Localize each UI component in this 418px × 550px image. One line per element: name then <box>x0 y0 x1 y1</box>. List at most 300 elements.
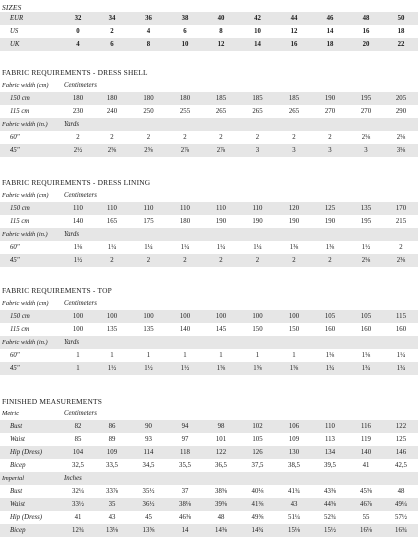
metric-row-value: 113 <box>325 436 335 443</box>
size-eur-value: 42 <box>239 12 276 25</box>
imperial-row-value: 16⅛ <box>348 524 384 537</box>
yard-row-value: 1 <box>255 352 260 359</box>
sizes-title: SIZES <box>2 3 22 12</box>
cm-row-value: 190 <box>324 218 336 225</box>
cm-row-label: 150 cm <box>0 202 62 215</box>
table-row <box>0 12 418 25</box>
imperial-row-value: 13⅝ <box>130 524 167 537</box>
size-uk-label: UK <box>0 38 62 51</box>
yard-row-value: 1⅜ <box>325 244 335 251</box>
yard-row-value: 3 <box>239 144 276 157</box>
size-us-value: 16 <box>362 28 370 35</box>
metric-row-value: 35,5 <box>179 462 191 469</box>
yard-row-value: 1⅝ <box>239 362 276 375</box>
yard-row-value: 2⅝ <box>130 144 167 157</box>
metric-row-label: Bust <box>0 420 62 433</box>
imperial-row-value: 38⅛ <box>167 498 203 511</box>
imperial-row-value: 49¼ <box>384 498 418 511</box>
cm-row-value: 180 <box>94 92 130 105</box>
cm-row-label: 150 cm <box>0 92 62 105</box>
table-row <box>0 105 418 118</box>
yard-row-value: 1½ <box>94 362 130 375</box>
metric-row-value: 90 <box>130 420 167 433</box>
yard-row-label: 45" <box>0 254 62 267</box>
yard-row-value: 2⅛ <box>396 134 406 141</box>
cm-row-value: 100 <box>62 310 94 323</box>
cm-row-value: 205 <box>384 92 418 105</box>
cm-row-value: 125 <box>312 202 348 215</box>
imperial-row-label: Bicep <box>0 524 62 537</box>
imperial-row-value: 48 <box>397 488 405 495</box>
metric-row-value: 32,5 <box>72 462 84 469</box>
cm-row-value: 290 <box>395 108 407 115</box>
metric-row-value: 38,5 <box>288 462 300 469</box>
table-row <box>0 131 418 144</box>
cm-row-value: 120 <box>276 202 312 215</box>
size-us-value: 4 <box>146 28 151 35</box>
size-uk-value: 8 <box>130 38 167 51</box>
table-row <box>0 38 418 51</box>
cm-row-value: 105 <box>348 310 384 323</box>
yard-row-value: 2 <box>76 134 80 141</box>
imperial-unit: Inches <box>62 472 418 485</box>
table-row <box>0 144 418 157</box>
metric-row-value: 116 <box>348 420 384 433</box>
fabric-table <box>0 79 418 157</box>
imperial-row-value: 36½ <box>130 498 167 511</box>
metric-row-value: 146 <box>384 446 418 459</box>
yard-row-value: 1¾ <box>348 362 384 375</box>
yard-row-value: 1¼ <box>216 244 226 251</box>
metric-row-value: 89 <box>108 436 116 443</box>
metric-row-value: 125 <box>395 436 407 443</box>
cm-row-label: 115 cm <box>10 108 30 115</box>
table-row <box>0 433 418 446</box>
imperial-row-value: 43 <box>108 514 116 521</box>
metric-row-value: 102 <box>239 420 276 433</box>
metric-row-value: 109 <box>288 436 300 443</box>
cm-row-value: 100 <box>130 310 167 323</box>
metric-row-value: 105 <box>252 436 263 443</box>
metric-row-value: 93 <box>145 436 152 443</box>
yard-row-value: 3 <box>276 144 312 157</box>
imperial-row-value: 15⅛ <box>276 524 312 537</box>
cm-row-value: 145 <box>215 326 227 333</box>
yards-unit: Yards <box>62 228 418 241</box>
cm-unit: Centimeters <box>64 82 97 89</box>
imperial-row-value: 41⅜ <box>239 498 276 511</box>
imperial-row-value: 55 <box>362 514 370 521</box>
metric-row-value: 140 <box>348 446 384 459</box>
yard-row-value: 2 <box>255 134 260 141</box>
imperial-row-label: Waist <box>0 498 62 511</box>
cm-row-value: 230 <box>72 108 84 115</box>
yard-row-value: 1¼ <box>253 244 262 251</box>
size-us-value: 10 <box>254 28 261 35</box>
imperial-row-value: 33½ <box>62 498 94 511</box>
size-eur-value: 34 <box>94 12 130 25</box>
size-us-value: 0 <box>76 28 80 35</box>
yard-row-value: 2 <box>312 254 348 267</box>
cm-row-value: 140 <box>72 218 84 225</box>
cm-row-value: 160 <box>360 326 372 333</box>
cm-row-label: 150 cm <box>0 310 62 323</box>
yard-row-value: 1 <box>76 352 80 359</box>
metric-row-value: 33,5 <box>106 462 118 469</box>
imperial-row-label: Hip (Dress) <box>10 514 43 521</box>
table-row <box>0 92 418 105</box>
size-uk-value: 14 <box>239 38 276 51</box>
size-uk-value: 6 <box>94 38 130 51</box>
size-eur-value: 38 <box>167 12 203 25</box>
metric-row-value: 85 <box>74 436 82 443</box>
metric-row-value: 97 <box>181 436 189 443</box>
yard-row-value: 2⅝ <box>94 144 130 157</box>
table-subheader <box>0 118 418 131</box>
imperial-row-value: 49⅝ <box>251 514 264 521</box>
section-title: FABRIC REQUIREMENTS - TOP <box>2 286 112 295</box>
metric-row-value: 98 <box>203 420 239 433</box>
yards-unit: Yards <box>62 118 418 131</box>
yard-row-value: 3 <box>312 144 348 157</box>
cm-row-value: 165 <box>106 218 118 225</box>
yards-header: Fabric width (in.) <box>0 336 62 349</box>
table-row <box>0 420 418 433</box>
imperial-row-value: 37 <box>181 488 189 495</box>
metric-row-value: 126 <box>239 446 276 459</box>
size-eur-value: 32 <box>62 12 94 25</box>
cm-row-value: 135 <box>106 326 118 333</box>
yard-row-value: 1⅝ <box>276 362 312 375</box>
fabric-table <box>0 189 418 267</box>
cm-row-value: 190 <box>215 218 227 225</box>
cm-row-value: 190 <box>252 218 263 225</box>
imperial-row-value: 38⅝ <box>215 488 227 495</box>
yard-row-value: 2⅜ <box>384 254 418 267</box>
yard-row-value: 2⅞ <box>203 144 239 157</box>
cm-row-value: 140 <box>179 326 191 333</box>
metric-row-label: Waist <box>10 436 25 443</box>
size-us-value: 18 <box>397 28 405 35</box>
metric-row-value: 86 <box>94 420 130 433</box>
cm-row-value: 270 <box>360 108 372 115</box>
imperial-row-value: 14 <box>167 524 203 537</box>
cm-row-value: 185 <box>203 92 239 105</box>
table-subheader <box>0 407 418 420</box>
yard-row-value: 2 <box>167 254 203 267</box>
metric-row-value: 110 <box>312 420 348 433</box>
cm-row-value: 110 <box>130 202 167 215</box>
table-row <box>0 459 418 472</box>
yard-row-value: 2 <box>328 134 332 141</box>
yard-row-value: 1½ <box>361 244 371 251</box>
cm-row-value: 185 <box>239 92 276 105</box>
yard-row-value: 2 <box>130 254 167 267</box>
size-uk-value: 10 <box>167 38 203 51</box>
yard-row-value: 3⅛ <box>384 144 418 157</box>
section-title: FINISHED MEASUREMENTS <box>2 397 103 406</box>
size-us-value: 8 <box>219 28 223 35</box>
cm-row-value: 150 <box>288 326 300 333</box>
cm-row-value: 115 <box>384 310 418 323</box>
cm-header: Fabric width (cm) <box>2 300 49 307</box>
table-row <box>0 25 418 38</box>
cm-row-value: 265 <box>252 108 263 115</box>
cm-row-value: 160 <box>324 326 336 333</box>
cm-row-value: 185 <box>276 92 312 105</box>
metric-row-value: 118 <box>167 446 203 459</box>
yard-row-value: 2 <box>110 134 114 141</box>
fabric-table <box>0 297 418 375</box>
yard-row-value: 2 <box>276 254 312 267</box>
imperial-row-value: 33⅞ <box>106 488 118 495</box>
cm-row-value: 250 <box>143 108 154 115</box>
yard-row-value: 2 <box>94 254 130 267</box>
yard-row-value: 1⅛ <box>325 352 335 359</box>
imperial-row-value: 14⅜ <box>203 524 239 537</box>
cm-row-value: 265 <box>288 108 300 115</box>
yard-row-label: 45" <box>0 144 62 157</box>
cm-row-value: 110 <box>62 202 94 215</box>
cm-header: Fabric width (cm) <box>2 192 49 199</box>
imperial-row-value: 35½ <box>142 488 155 495</box>
yard-row-value: 2⅛ <box>361 134 371 141</box>
finished-table <box>0 407 418 537</box>
cm-row-value: 100 <box>72 326 84 333</box>
cm-row-value: 195 <box>360 218 372 225</box>
cm-row-value: 110 <box>239 202 276 215</box>
size-us-label: US <box>10 28 19 35</box>
yard-row-value: 2 <box>203 254 239 267</box>
table-subheader <box>0 79 418 92</box>
size-uk-value: 16 <box>276 38 312 51</box>
yard-row-value: 2 <box>183 134 187 141</box>
metric-row-value: 122 <box>384 420 418 433</box>
imperial-row-value: 57½ <box>395 514 407 521</box>
imperial-row-value: 51¼ <box>288 514 300 521</box>
imperial-row-value: 13⅛ <box>94 524 130 537</box>
imperial-row-value: 41 <box>74 514 82 521</box>
yard-row-value: 1⅜ <box>289 244 299 251</box>
size-eur-value: 46 <box>312 12 348 25</box>
cm-row-value: 180 <box>130 92 167 105</box>
table-row <box>0 241 418 254</box>
yard-row-value: 2 <box>292 134 296 141</box>
cm-row-value: 110 <box>203 202 239 215</box>
imperial-header: Imperial <box>0 472 62 485</box>
cm-row-value: 215 <box>395 218 407 225</box>
yard-row-value: 1 <box>110 352 114 359</box>
metric-header: Metric <box>2 410 20 417</box>
section-title: FABRIC REQUIREMENTS - DRESS SHELL <box>2 68 148 77</box>
yard-row-value: 2 <box>399 244 403 251</box>
yards-unit: Yards <box>62 336 418 349</box>
table-subheader <box>0 189 418 202</box>
yard-row-label: 60" <box>10 352 20 359</box>
yard-row-value: 1¼ <box>396 352 406 359</box>
cm-row-value: 105 <box>312 310 348 323</box>
cm-row-value: 180 <box>179 218 191 225</box>
metric-row-value: 39,5 <box>324 462 336 469</box>
cm-row-value: 175 <box>143 218 154 225</box>
table-row <box>0 310 418 323</box>
cm-row-value: 135 <box>348 202 384 215</box>
cm-unit: Centimeters <box>64 300 97 307</box>
cm-header: Fabric width (cm) <box>2 82 49 89</box>
yard-row-value: 1¼ <box>144 244 153 251</box>
metric-row-value: 114 <box>130 446 167 459</box>
yard-row-value: 1⅝ <box>203 362 239 375</box>
yard-row-value: 2⅞ <box>167 144 203 157</box>
cm-row-value: 100 <box>167 310 203 323</box>
size-us-value: 6 <box>183 28 187 35</box>
size-eur-label: EUR <box>0 12 62 25</box>
metric-row-value: 34,5 <box>142 462 155 469</box>
size-us-value: 12 <box>290 28 298 35</box>
size-uk-value: 20 <box>348 38 384 51</box>
table-row <box>0 254 418 267</box>
sizes-table <box>0 12 418 51</box>
yard-row-value: 1¼ <box>107 244 117 251</box>
cm-row-value: 255 <box>179 108 191 115</box>
yard-row-value: 1½ <box>62 254 94 267</box>
yard-row-value: 1⅛ <box>361 352 371 359</box>
cm-row-value: 110 <box>167 202 203 215</box>
imperial-row-value: 46⅜ <box>179 514 191 521</box>
cm-row-value: 180 <box>62 92 94 105</box>
yard-row-label: 60" <box>10 244 20 251</box>
table-row <box>0 362 418 375</box>
imperial-row-value: 15½ <box>312 524 348 537</box>
imperial-row-value: 35 <box>94 498 130 511</box>
metric-row-value: 119 <box>361 436 371 443</box>
yard-row-value: 1 <box>183 352 187 359</box>
imperial-row-value: 43⅜ <box>324 488 336 495</box>
section-title: FABRIC REQUIREMENTS - DRESS LINING <box>2 178 151 187</box>
cm-row-value: 100 <box>239 310 276 323</box>
yard-row-label: 45" <box>0 362 62 375</box>
yard-row-value: 1¾ <box>312 362 348 375</box>
cm-row-value: 135 <box>143 326 154 333</box>
size-eur-value: 50 <box>384 12 418 25</box>
cm-row-value: 170 <box>384 202 418 215</box>
yards-header: Fabric width (in.) <box>0 118 62 131</box>
table-row <box>0 323 418 336</box>
table-row <box>0 511 418 524</box>
metric-row-value: 37,5 <box>251 462 264 469</box>
imperial-row-value: 46⅞ <box>348 498 384 511</box>
imperial-row-value: 39⅝ <box>203 498 239 511</box>
size-uk-value: 4 <box>62 38 94 51</box>
cm-row-value: 110 <box>94 202 130 215</box>
table-row <box>0 202 418 215</box>
imperial-row-value: 43 <box>276 498 312 511</box>
size-eur-value: 44 <box>276 12 312 25</box>
cm-unit: Centimeters <box>64 192 97 199</box>
size-us-value: 14 <box>326 28 334 35</box>
cm-row-value: 265 <box>215 108 227 115</box>
cm-row-value: 100 <box>203 310 239 323</box>
table-subheader <box>0 297 418 310</box>
size-uk-value: 12 <box>203 38 239 51</box>
yard-row-value: 3 <box>348 144 384 157</box>
imperial-row-value: 48 <box>217 514 225 521</box>
yard-row-value: 1¼ <box>180 244 190 251</box>
metric-row-value: 42,5 <box>395 462 407 469</box>
table-subheader <box>0 228 418 241</box>
metric-row-value: 36,5 <box>215 462 227 469</box>
metric-row-value: 101 <box>215 436 227 443</box>
size-eur-value: 40 <box>203 12 239 25</box>
yard-row-value: 2 <box>219 134 223 141</box>
metric-row-value: 122 <box>203 446 239 459</box>
imperial-row-value: 41¾ <box>288 488 300 495</box>
imperial-row-value: 16¾ <box>384 524 418 537</box>
table-row <box>0 498 418 511</box>
table-row <box>0 524 418 537</box>
yard-row-value: 1⅛ <box>73 244 83 251</box>
table-subheader <box>0 472 418 485</box>
yard-row-value: 2½ <box>62 144 94 157</box>
table-row <box>0 446 418 459</box>
yard-row-value: 2 <box>239 254 276 267</box>
imperial-row-value: 45 <box>145 514 152 521</box>
cm-row-value: 100 <box>276 310 312 323</box>
metric-row-value: 82 <box>62 420 94 433</box>
metric-row-value: 130 <box>276 446 312 459</box>
size-us-value: 2 <box>110 28 114 35</box>
yard-row-value: 2 <box>146 134 151 141</box>
size-uk-value: 22 <box>384 38 418 51</box>
cm-row-value: 150 <box>252 326 263 333</box>
metric-row-value: 134 <box>312 446 348 459</box>
table-row <box>0 349 418 362</box>
yard-row-value: 1¾ <box>384 362 418 375</box>
imperial-row-value: 44⅝ <box>312 498 348 511</box>
yard-row-value: 1 <box>219 352 223 359</box>
cm-row-value: 180 <box>167 92 203 105</box>
metric-row-value: 104 <box>62 446 94 459</box>
cm-row-label: 115 cm <box>10 326 30 333</box>
yard-row-value: 1 <box>146 352 151 359</box>
cm-row-value: 190 <box>312 92 348 105</box>
table-row <box>0 485 418 498</box>
cm-row-value: 100 <box>94 310 130 323</box>
cm-row-value: 190 <box>288 218 300 225</box>
table-row <box>0 215 418 228</box>
metric-row-label: Hip (Dress) <box>0 446 62 459</box>
metric-row-value: 41 <box>362 462 370 469</box>
metric-row-value: 94 <box>167 420 203 433</box>
metric-row-value: 106 <box>276 420 312 433</box>
metric-row-value: 109 <box>94 446 130 459</box>
imperial-row-value: 52¾ <box>324 514 336 521</box>
yard-row-value: 1 <box>62 362 94 375</box>
yard-row-value: 2⅛ <box>348 254 384 267</box>
yard-row-value: 1½ <box>167 362 203 375</box>
imperial-row-value: 40⅛ <box>251 488 264 495</box>
size-uk-value: 18 <box>312 38 348 51</box>
imperial-row-value: 45⅝ <box>360 488 372 495</box>
imperial-row-value: 32¼ <box>72 488 84 495</box>
table-subheader <box>0 336 418 349</box>
cm-row-label: 115 cm <box>10 218 30 225</box>
cm-row-value: 195 <box>348 92 384 105</box>
cm-row-value: 270 <box>324 108 336 115</box>
yards-header: Fabric width (in.) <box>0 228 62 241</box>
cm-row-value: 160 <box>395 326 407 333</box>
imperial-row-value: 14¾ <box>239 524 276 537</box>
